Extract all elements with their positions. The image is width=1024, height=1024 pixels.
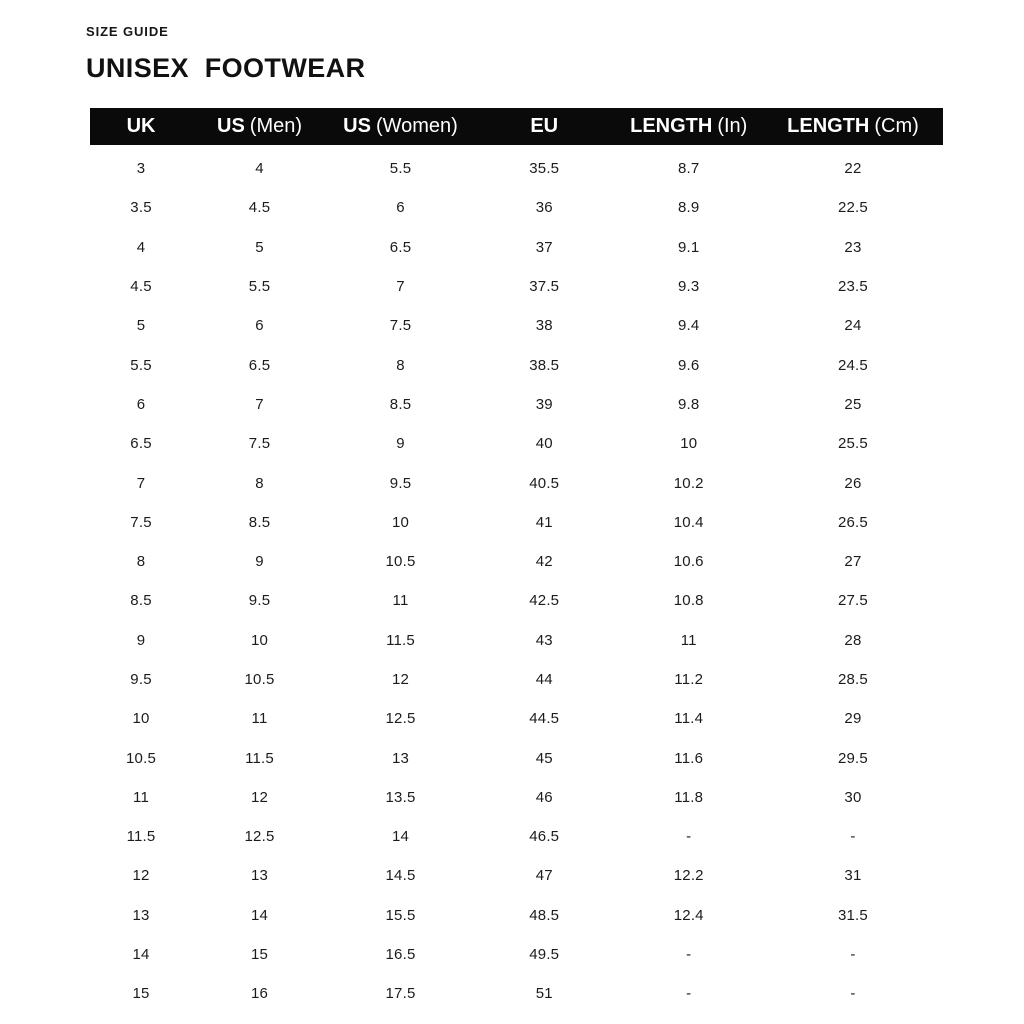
cell-us-men: 7 [255,395,264,413]
cell-length-cm: 29.5 [837,749,868,767]
cell-us-men: 6 [255,317,264,335]
cell-length-in: 10.6 [673,553,704,571]
cell-uk: 5.5 [130,356,152,374]
cell-us-men: 8 [255,474,264,492]
cell-eu: 42 [535,553,553,571]
table-row [90,896,943,935]
cell-eu: 45 [535,749,553,767]
cell-eu: 44.5 [529,710,560,728]
cell-length-cm: 27.5 [837,592,868,610]
cell-length-in: 12.4 [673,906,704,924]
cell-uk: 15 [132,985,150,1003]
cell-uk: 14 [132,946,150,964]
cell-length-cm: 31 [844,867,862,885]
cell-eu: 38.5 [529,356,560,374]
column-header-us-men [192,108,327,145]
table-row [90,621,943,660]
cell-uk: 7 [136,474,146,492]
table-row [90,149,943,188]
cell-eu: 42.5 [529,592,560,610]
cell-length-cm: 31.5 [837,906,868,924]
cell-us-men: 13 [250,867,269,885]
cell-length-cm: 28.5 [837,671,868,688]
cell-us-women: 11.5 [386,631,415,649]
cell-eu: 49.5 [529,946,560,964]
cell-us-women: 10.5 [385,553,416,571]
cell-eu: 44 [535,671,553,688]
cell-length-cm: 25.5 [837,435,868,453]
size-guide-eyebrow: SIZE GUIDE [86,24,169,39]
cell-us-men: 12 [250,788,269,806]
cell-us-men: 4 [255,160,264,178]
cell-length-in: 8.7 [678,160,700,178]
table-row [90,385,943,424]
cell-length-cm: 22.5 [837,199,868,217]
cell-length-cm: 22 [844,160,862,178]
column-header-length-in-unit: (In) [717,115,748,137]
column-header-us-women-label: US [343,115,371,137]
cell-eu: 35.5 [529,160,560,178]
cell-us-men: 15 [250,946,269,964]
cell-uk: 4.5 [130,278,152,296]
cell-length-in: 11.6 [674,749,704,767]
column-header-length-cm-label: LENGTH [787,115,870,137]
cell-us-women: 6.5 [389,238,412,256]
table-body [90,145,943,1014]
column-header-eu [474,108,614,145]
cell-us-women: 8 [396,356,405,374]
cell-eu: 41 [535,513,553,531]
column-header-us-women-unit: (Women) [375,115,458,137]
cell-us-men: 8.5 [248,513,271,531]
cell-length-in: 10.8 [673,592,704,610]
cell-uk: 5 [136,317,146,335]
column-header-length-in [614,108,763,145]
column-header-us-women [327,108,474,145]
cell-us-men: 12.5 [244,828,275,846]
cell-eu: 46 [535,788,553,806]
cell-us-women: 15.5 [385,906,416,924]
cell-us-women: 13 [391,749,410,767]
cell-uk: 11.5 [126,828,156,846]
table-row [90,424,943,463]
cell-length-in: 8.9 [678,199,700,217]
cell-uk: 7.5 [130,513,152,531]
cell-eu: 37.5 [529,278,560,296]
cell-eu: 47 [535,867,553,885]
cell-uk: 13 [132,906,150,924]
cell-us-women: 14.5 [385,867,416,885]
cell-length-cm: 30 [844,788,862,806]
table-row [90,974,943,1013]
cell-length-in: 11.2 [674,671,704,688]
cell-us-women: 13.5 [385,788,416,806]
cell-uk: 9 [136,631,146,649]
cell-length-in: 10.4 [673,513,704,531]
cell-length-in: 9.8 [678,395,700,413]
cell-length-cm: - [850,828,856,846]
table-row [90,817,943,856]
cell-eu: 51 [535,985,553,1003]
cell-uk: 8.5 [130,592,152,610]
column-header-us-men-unit: (Men) [249,115,303,137]
cell-uk: 6.5 [130,435,152,453]
cell-us-women: 14 [391,828,410,846]
table-row [90,463,943,502]
table-row [90,856,943,895]
column-header-eu-label: EU [530,115,559,137]
cell-us-men: 7.5 [248,435,271,453]
cell-length-in: - [686,985,692,1003]
cell-length-in: - [686,946,692,964]
cell-us-men: 9.5 [248,592,271,610]
cell-length-in: 10 [680,435,698,453]
cell-us-men: 6.5 [248,356,271,374]
cell-length-cm: 26 [844,474,862,492]
column-header-us-men-label: US [217,115,245,137]
cell-us-men: 11 [251,710,268,728]
cell-us-women: 10 [391,513,410,531]
cell-length-cm: 26.5 [837,513,868,531]
cell-us-women: 6 [396,199,405,217]
cell-us-men: 10.5 [244,671,275,688]
cell-uk: 6 [136,395,146,413]
table-row [90,660,943,699]
cell-us-women: 7 [396,278,405,296]
column-header-length-in-label: LENGTH [630,115,713,137]
size-table [90,108,943,1014]
table-row [90,935,943,974]
cell-length-cm: - [850,946,856,964]
table-row [90,267,943,306]
cell-length-in: - [686,828,692,846]
cell-eu: 48.5 [529,906,560,924]
cell-eu: 40.5 [529,474,560,492]
cell-uk: 10.5 [126,749,156,767]
cell-length-in: 9.1 [678,238,700,256]
cell-eu: 36 [535,199,553,217]
cell-length-in: 10.2 [673,474,704,492]
cell-length-cm: 24 [844,317,862,335]
table-row [90,542,943,581]
cell-uk: 3 [136,160,146,178]
table-row [90,345,943,384]
cell-length-in: 11.8 [674,788,704,806]
cell-us-men: 10 [250,631,269,649]
cell-length-cm: - [850,985,856,1003]
cell-length-cm: 24.5 [837,356,868,374]
cell-length-cm: 23.5 [837,278,868,296]
cell-length-in: 9.4 [678,317,700,335]
cell-us-women: 12 [391,671,410,688]
cell-length-cm: 25 [844,395,862,413]
cell-uk: 4 [136,238,146,256]
cell-uk: 9.5 [130,671,152,688]
cell-us-women: 8.5 [389,395,412,413]
table-row [90,699,943,738]
cell-length-cm: 23 [844,238,862,256]
cell-us-women: 16.5 [385,946,416,964]
table-row [90,738,943,777]
cell-length-in: 12.2 [673,867,704,885]
cell-us-women: 5.5 [389,160,412,178]
cell-us-men: 5.5 [248,278,271,296]
cell-length-cm: 28 [844,631,862,649]
cell-us-women: 7.5 [389,317,412,335]
table-row [90,778,943,817]
cell-length-in: 11 [680,631,697,649]
column-header-length-cm-unit: (Cm) [874,115,919,137]
cell-length-in: 11.4 [674,710,704,728]
cell-uk: 3.5 [130,199,152,217]
cell-uk: 12 [132,867,150,885]
cell-length-cm: 27 [844,553,862,571]
cell-eu: 46.5 [529,828,560,846]
cell-us-men: 14 [250,906,269,924]
cell-us-men: 5 [255,238,264,256]
table-row [90,188,943,227]
cell-uk: 11 [133,788,149,806]
cell-us-men: 11.5 [245,749,274,767]
cell-length-in: 9.3 [678,278,700,296]
table-row [90,503,943,542]
cell-eu: 39 [535,395,553,413]
table-row [90,228,943,267]
cell-us-women: 9.5 [389,474,412,492]
cell-us-women: 9 [396,435,405,453]
cell-eu: 43 [535,631,553,649]
column-header-length-cm [763,108,943,145]
cell-eu: 40 [535,435,553,453]
table-row [90,306,943,345]
cell-uk: 10 [132,710,150,728]
cell-length-cm: 29 [844,710,862,728]
column-header-uk-label: UK [126,115,156,137]
cell-eu: 38 [535,317,553,335]
cell-us-men: 4.5 [248,199,271,217]
cell-us-women: 17.5 [385,985,416,1003]
cell-us-women: 11 [392,592,409,610]
table-row [90,581,943,620]
cell-uk: 8 [136,553,146,571]
column-header-uk [90,108,192,145]
cell-us-men: 16 [250,985,269,1003]
cell-eu: 37 [535,238,553,256]
cell-us-women: 12.5 [385,710,416,728]
page-title: UNISEX FOOTWEAR [86,53,366,83]
cell-length-in: 9.6 [678,356,700,374]
cell-us-men: 9 [255,553,264,571]
table-header-row [90,108,943,145]
